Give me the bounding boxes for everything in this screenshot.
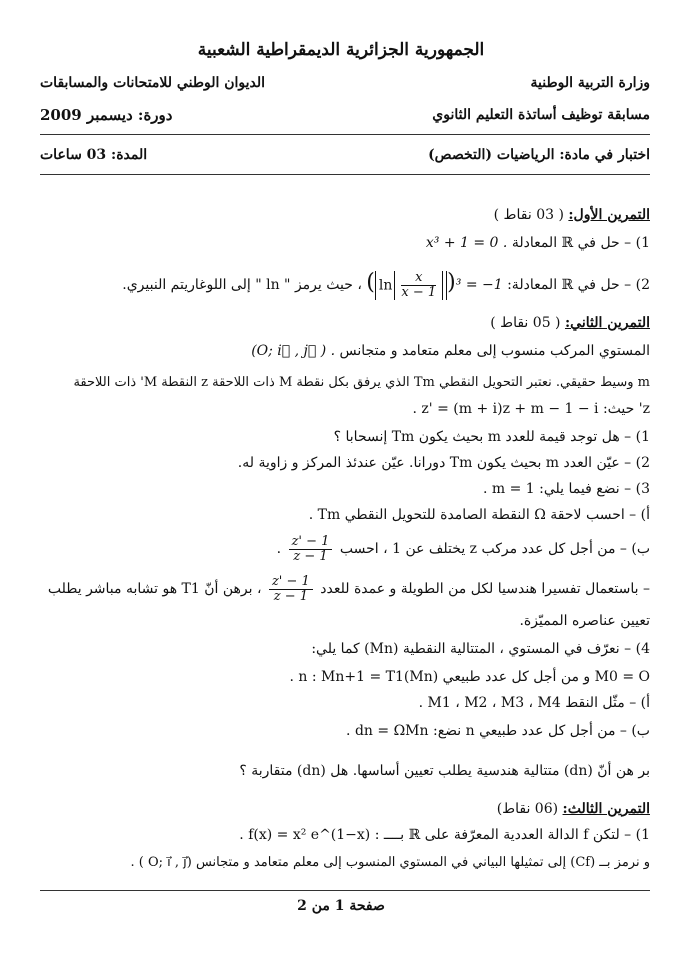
ex1-q2 bbox=[122, 270, 650, 300]
ex3-heading bbox=[497, 800, 650, 818]
ex3-title: التمرين الثالث: bbox=[562, 801, 650, 817]
ex2-frame: (O; i⃗ , j⃗ ) . bbox=[251, 343, 336, 359]
ex1-q2-note: ، حيث يرمز " ln " إلى اللوغاريتم النبيري. bbox=[122, 276, 362, 293]
ex2-q3c-den: z − 1 bbox=[273, 588, 309, 604]
ex2-q3b: ب) – من أجل كل عدد مركب z يختلف عن 1 ، احسب $\frac{z' - 1}{z - 1}$ . bbox=[276, 533, 650, 564]
ex1-q2-num: x bbox=[401, 271, 436, 286]
ministry: وزارة التربية الوطنية bbox=[530, 75, 650, 91]
ex1-q2-ln: ln bbox=[378, 277, 393, 293]
ex3-q1: 1) – لتكن f الدالة العددية المعرّفة على ℝ بــــ : f(x) = x² e^(1−x) . bbox=[239, 827, 650, 843]
ex1-q2-fraction bbox=[401, 271, 436, 300]
ex1-q2-den: x − 1 bbox=[401, 284, 437, 300]
ex2-q3c-num: z' − 1 bbox=[269, 575, 313, 590]
ex1-q2-label: 2) – حل في ℝ المعادلة: bbox=[507, 276, 650, 293]
ex2-p2: z' حيث: z' = (m + i)z + m − 1 − i . bbox=[412, 401, 650, 417]
ex2-q1: 1) – هل توجد قيمة للعدد m بحيث يكون Tm إنسحابا ؟ bbox=[333, 429, 650, 445]
ex2-q4-def: M0 = O و من أجل كل عدد طبيعي n : Mn+1 = T1(Mn) . bbox=[289, 669, 650, 685]
ex1-heading bbox=[494, 206, 650, 224]
ex2-title: التمرين الثاني: bbox=[564, 315, 650, 331]
ex1-points: ( 03 نقاط ) bbox=[493, 207, 564, 223]
ex2-q3: 3) – نضع فيما يلي: m = 1 . bbox=[482, 481, 650, 497]
footer-rule bbox=[40, 890, 650, 891]
ex2-q3b-num: z' − 1 bbox=[289, 535, 333, 550]
subject: اختبار في مادة: الرياضيات (التخصص) bbox=[428, 147, 650, 163]
ex2-q4: 4) – نعرّف في المستوي ، المتتالية النقطية (Mn) كما يلي: bbox=[311, 641, 650, 657]
ex2-q4b: ب) – من أجل كل عدد طبيعي n نضع: dn = ΩMn . bbox=[346, 723, 650, 739]
ex2-q4a: أ) – مثّل النقط M1 ، M2 ، M3 ، M4 . bbox=[418, 695, 650, 711]
republic-title: الجمهورية الجزائرية الديمقراطية الشعبية bbox=[197, 40, 485, 60]
contest: مسابقة توظيف أساتذة التعليم الثانوي bbox=[432, 107, 650, 123]
ex2-heading bbox=[490, 314, 650, 332]
ex1-q1-label: 1) – حل في ℝ المعادلة bbox=[511, 235, 650, 251]
ex2-p1: m وسيط حقيقي. نعتبر التحويل النقطي Tm الذي يرفق بكل نقطة M ذات اللاحقة z النقطة M' ذات اللاحقة bbox=[73, 375, 650, 390]
ex3-points: (06 نقاط) bbox=[496, 801, 559, 817]
ex2-points: ( 05 نقاط ) bbox=[490, 315, 561, 331]
ex2-q3b-text: ب) – من أجل كل عدد مركب z يختلف عن 1 ، احسب bbox=[339, 541, 650, 557]
header-rule-bottom bbox=[40, 174, 650, 175]
ex2-q3c-text: – باستعمال تفسيرا هندسيا لكل من الطويلة و عمدة للعدد bbox=[320, 581, 650, 597]
ex2-q3b-fraction bbox=[289, 535, 333, 564]
ex1-q1-eq: x³ + 1 = 0 . bbox=[425, 235, 508, 251]
ex2-q3c bbox=[48, 574, 650, 604]
ex2-q3a: أ) – احسب لاحقة Ω النقطة الصامدة للتحويل النقطي Tm . bbox=[308, 507, 650, 523]
office: الديوان الوطني للامتحانات والمسابقات bbox=[40, 75, 266, 91]
ex2-intro-text: المستوي المركب منسوب إلى معلم متعامد و متجانس bbox=[339, 343, 650, 359]
page-number: صفحة 1 من 2 bbox=[297, 898, 385, 914]
ex3-q1b: و نرمز بــ (Cf) إلى تمثيلها البياني في المستوي المنسوب إلى معلم متعامد و متجانس (O; i⃗ , j⃗ ) . bbox=[130, 855, 650, 870]
ex2-q3c-fraction bbox=[269, 575, 313, 604]
ex2-q2: 2) – عيّن العدد m بحيث يكون Tm دورانا. عيّن عندئذ المركز و زاوية له. bbox=[237, 455, 650, 471]
session: دورة: ديسمبر 2009 bbox=[40, 106, 173, 124]
ex2-q3c-post: ، برهن أنّ T1 هو تشابه مباشر يطلب bbox=[47, 581, 262, 597]
ex2-q4c: بر هن أنّ (dn) متتالية هندسية يطلب تعيين أساسها. هل (dn) متقاربة ؟ bbox=[239, 763, 650, 779]
duration: المدة: 03 ساعات bbox=[40, 147, 148, 163]
ex1-q2-equation: ( ln $\frac{x}{x - 1}$ )³ = −1 bbox=[366, 269, 503, 300]
ex2-q3b-den: z − 1 bbox=[293, 548, 328, 564]
ex1-q1 bbox=[426, 234, 650, 252]
ex2-intro bbox=[251, 342, 650, 360]
header-rule-top bbox=[40, 134, 650, 135]
ex2-q3c-line2: تعيين عناصره المميّزة. bbox=[519, 613, 650, 629]
ex1-title: التمرين الأول: bbox=[568, 207, 650, 223]
ex1-q2-rhs: ³ = −1 bbox=[455, 277, 503, 293]
